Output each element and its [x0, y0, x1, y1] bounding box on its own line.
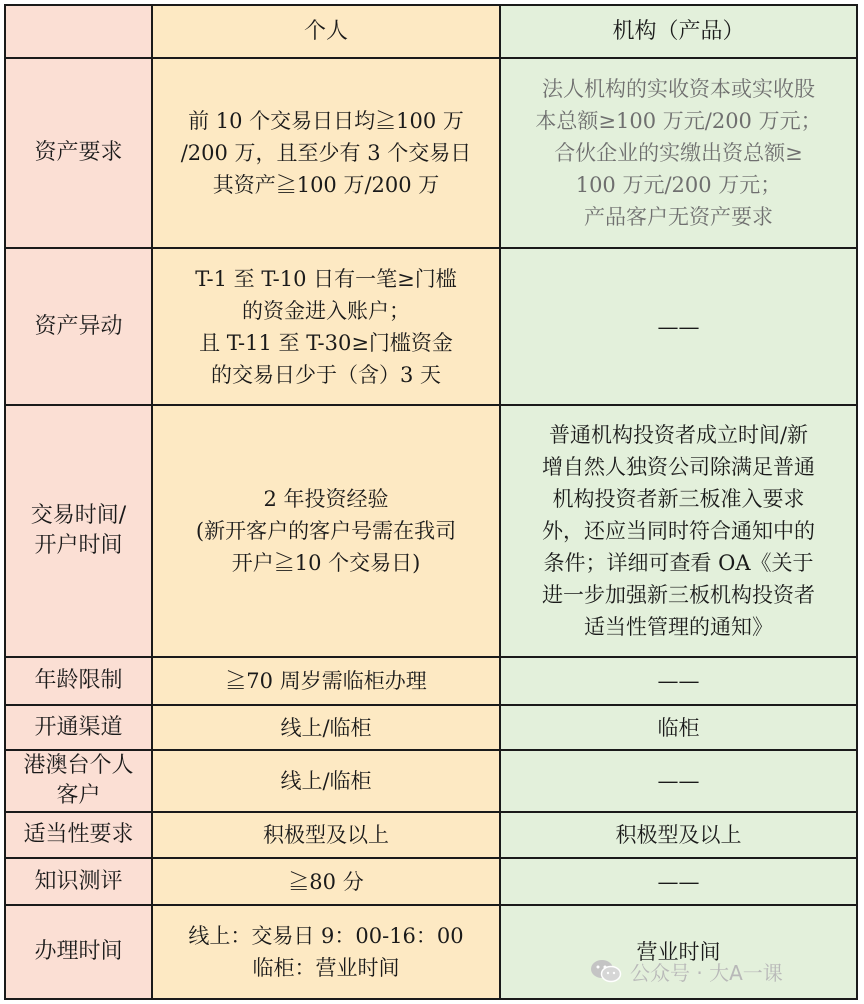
individual-cell: 线上/临柜: [152, 705, 500, 750]
header-corner-cell: [5, 5, 152, 58]
row-label: 开通渠道: [5, 705, 152, 750]
row-label: 资产异动: [5, 248, 152, 405]
header-institution: 机构（产品）: [500, 5, 857, 58]
table-row: [5, 905, 857, 999]
institution-cell: ——: [500, 750, 857, 812]
institution-cell: 法人机构的实收资本或实收股 本总额≥100 万元/200 万元； 合伙企业的实缴出资总额≥ 100 万元/200 万元； 产品客户无资产要求: [500, 58, 857, 248]
institution-cell: 营业时间: [500, 905, 857, 999]
row-label: 资产要求: [5, 58, 152, 248]
row-label: 交易时间/ 开户时间: [5, 405, 152, 657]
institution-cell: ——: [500, 248, 857, 405]
row-label: 适当性要求: [5, 812, 152, 858]
individual-cell: 前 10 个交易日日均≧100 万 /200 万，且至少有 3 个交易日 其资产≧100 万/200 万: [152, 58, 500, 248]
individual-cell: 2 年投资经验 (新开客户的客户号需在我司 开户≧10 个交易日): [152, 405, 500, 657]
institution-cell: 临柜: [500, 705, 857, 750]
individual-cell: ≧80 分: [152, 858, 500, 905]
row-label: 知识测评: [5, 858, 152, 905]
comparison-table: [4, 4, 858, 1000]
individual-cell: 线上：交易日 9：00-16：00 临柜：营业时间: [152, 905, 500, 999]
table-row: [5, 812, 857, 858]
institution-cell: ——: [500, 657, 857, 705]
individual-cell: T-1 至 T-10 日有一笔≥门槛 的资金进入账户； 且 T-11 至 T-30≥门槛资金 的交易日少于（含）3 天: [152, 248, 500, 405]
table-row: [5, 405, 857, 657]
header-row: [5, 5, 857, 58]
table-row: [5, 58, 857, 248]
table-row: [5, 248, 857, 405]
row-label: 年龄限制: [5, 657, 152, 705]
table-row: [5, 750, 857, 812]
header-individual: 个人: [152, 5, 500, 58]
institution-cell: ——: [500, 858, 857, 905]
table-row: [5, 705, 857, 750]
institution-cell: 普通机构投资者成立时间/新 增自然人独资公司除满足普通 机构投资者新三板准入要求 外，还应当同时符合通知中的 条件；详细可查看 OA《关于 进一步加强新三板机构投资者 适当性管理的通知》: [500, 405, 857, 657]
institution-cell: 积极型及以上: [500, 812, 857, 858]
individual-cell: 线上/临柜: [152, 750, 500, 812]
table-row: [5, 657, 857, 705]
row-label: 办理时间: [5, 905, 152, 999]
individual-cell: 积极型及以上: [152, 812, 500, 858]
row-label: 港澳台个人 客户: [5, 750, 152, 812]
watermark-text: 公众号 · 大A一课: [630, 960, 783, 985]
table-row: [5, 858, 857, 905]
individual-cell: ≧70 周岁需临柜办理: [152, 657, 500, 705]
